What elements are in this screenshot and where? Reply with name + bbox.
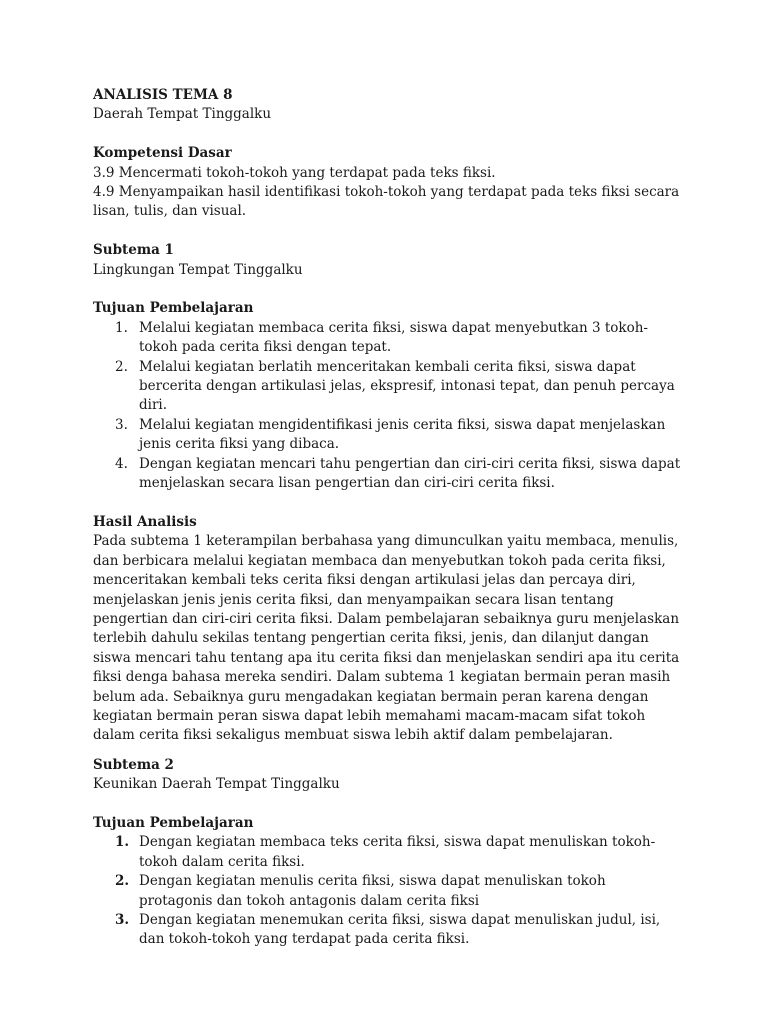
subtema1-name: Lingkungan Tempat Tinggalku bbox=[93, 261, 303, 278]
list-item bbox=[93, 833, 683, 872]
list-item-number: 1. bbox=[115, 319, 128, 336]
kompetensi-line: 4.9 Menyampaikan hasil identifikasi tokoh-tokoh yang terdapat pada teks fiksi secara lisan, tulis, dan visual. bbox=[93, 184, 680, 220]
list-item-text: Melalui kegiatan membaca cerita fiksi, siswa dapat menyebutkan 3 tokoh-tokoh pada cerita fiksi dengan tepat. bbox=[139, 319, 648, 356]
list-item-number: 3. bbox=[115, 416, 128, 433]
subtema2-tujuan-list bbox=[93, 833, 683, 949]
subtema2-heading: Subtema 2 bbox=[93, 756, 174, 773]
kompetensi-line: 3.9 Mencermati tokoh-tokoh yang terdapat pada teks fiksi. bbox=[93, 164, 496, 181]
document-subtitle: Daerah Tempat Tinggalku bbox=[93, 106, 272, 123]
list-item-text: Dengan kegiatan mencari tahu pengertian dan ciri-ciri cerita fiksi, siswa dapat menjelaskan secara lisan pengertian dan ciri-ciri cerita fiksi. bbox=[139, 455, 681, 492]
subtema1-tujuan-heading: Tujuan Pembelajaran bbox=[93, 300, 254, 317]
list-item-text: Dengan kegiatan menemukan cerita fiksi, siswa dapat menuliskan judul, isi, dan tokoh-tokoh yang terdapat pada cerita fiksi. bbox=[139, 911, 661, 948]
kompetensi-heading: Kompetensi Dasar bbox=[93, 145, 232, 162]
list-item-text: Melalui kegiatan berlatih menceritakan kembali cerita fiksi, siswa dapat bercerita dengan artikulasi jelas, ekspresif, intonasi tepat, dan penuh percaya diri. bbox=[139, 358, 675, 414]
list-item bbox=[93, 358, 683, 416]
list-item bbox=[93, 319, 683, 358]
hasil-analisis-heading: Hasil Analisis bbox=[93, 513, 197, 530]
list-item-text: Dengan kegiatan menulis cerita fiksi, siswa dapat menuliskan tokoh protagonis dan tokoh antagonis dalam cerita fiksi bbox=[139, 873, 606, 909]
list-item bbox=[93, 455, 683, 494]
subtema1-heading: Subtema 1 bbox=[93, 242, 174, 259]
subtema2-name: Keunikan Daerah Tempat Tinggalku bbox=[93, 776, 340, 793]
list-item-number: 2. bbox=[115, 358, 128, 375]
list-item bbox=[93, 416, 683, 455]
list-item bbox=[93, 872, 683, 911]
list-item-number: 2. bbox=[115, 873, 130, 890]
subtema2-tujuan-heading: Tujuan Pembelajaran bbox=[93, 814, 254, 831]
list-item-number: 3. bbox=[115, 911, 130, 928]
hasil-analisis-paragraph: Pada subtema 1 keterampilan berbahasa yang dimunculkan yaitu membaca, menulis, dan berbicara melalui kegiatan membaca dan menyebutkan tokoh pada cerita fiksi, menceritakan kembali teks cerita fiksi dengan artikulasi jelas dan percaya diri, menjelaskan jenis jenis cerita fiksi, dan menyampaikan secara lisan tentang pengertian dan ciri-ciri cerita fiksi. Dalam pembelajaran sebaiknya guru menjelaskan terlebih dahulu sekilas tentang pengertian cerita fiksi, jenis, dan dilanjut dangan siswa mencari tahu tentang apa itu cerita fiksi dan menjelaskan sendiri apa itu cerita fiksi denga bahasa mereka sendiri. Dalam subtema 1 kegiatan bermain peran masih belum ada. Sebaiknya guru mengadakan kegiatan bermain peran karena dengan kegiatan bermain peran siswa dapat lebih memahami macam-macam sifat tokoh dalam cerita fiksi sekaligus membuat siswa lebih aktif dalam pembelajaran. bbox=[93, 533, 680, 744]
list-item-number: 4. bbox=[115, 455, 128, 472]
list-item bbox=[93, 911, 683, 950]
subtema1-tujuan-list bbox=[93, 319, 683, 494]
document-page bbox=[93, 86, 683, 950]
list-item-number: 1. bbox=[115, 834, 130, 851]
document-title: ANALISIS TEMA 8 bbox=[93, 87, 233, 103]
list-item-text: Dengan kegiatan membaca teks cerita fiksi, siswa dapat menuliskan tokoh-tokoh dalam cerita fiksi. bbox=[139, 834, 656, 870]
list-item-text: Melalui kegiatan mengidentifikasi jenis cerita fiksi, siswa dapat menjelaskan jenis cerita fiksi yang dibaca. bbox=[139, 416, 666, 453]
